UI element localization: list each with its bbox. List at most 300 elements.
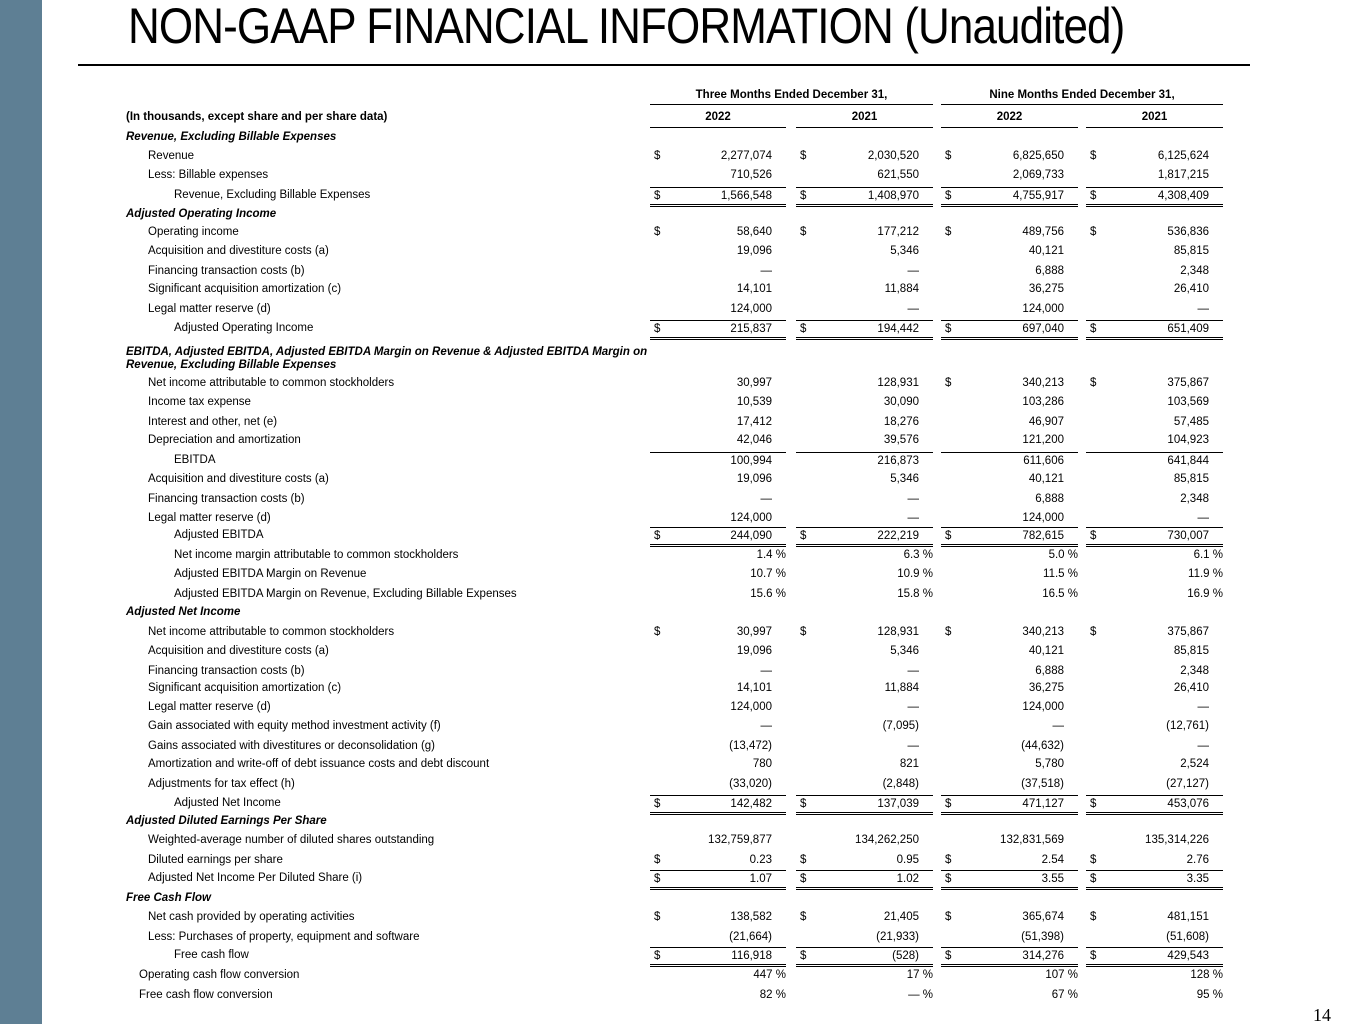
table-row <box>0 243 1365 259</box>
table-cell <box>796 394 933 410</box>
table-cell <box>796 947 933 967</box>
cell-value: — <box>907 701 919 713</box>
cell-value: 6,125,624 <box>1157 150 1209 162</box>
table-cell <box>650 452 786 469</box>
table-cell <box>941 718 1078 734</box>
row-label: Net income attributable to common stockholders <box>148 626 395 638</box>
cell-value: (51,398) <box>1021 931 1064 943</box>
cell-value: 215,837 <box>730 323 772 335</box>
cell-value: 780 <box>752 758 772 770</box>
currency-symbol: $ <box>945 323 952 335</box>
row-label: Significant acquisition amortization (c) <box>148 283 342 295</box>
cell-value: 429,543 <box>1167 950 1209 962</box>
column-header-2022-q-rule <box>650 127 786 128</box>
currency-symbol: $ <box>945 798 952 810</box>
table-cell <box>941 947 1078 967</box>
table-cell <box>796 967 933 983</box>
table-cell <box>1086 414 1223 430</box>
cell-value: 6.3 % <box>903 549 933 561</box>
row-label: Income tax expense <box>148 396 251 408</box>
cell-value: 453,076 <box>1167 798 1209 810</box>
cell-value: — <box>1197 740 1209 752</box>
currency-symbol: $ <box>654 323 661 335</box>
table-cell <box>941 663 1078 679</box>
table-row <box>0 281 1365 297</box>
cell-value: 5.0 % <box>1048 549 1078 561</box>
cell-value: 142,482 <box>730 798 772 810</box>
table-cell <box>941 776 1078 792</box>
table-cell <box>1086 471 1223 487</box>
cell-value: 116,918 <box>731 950 772 962</box>
cell-value: 100,994 <box>730 455 772 467</box>
cell-value: 103,569 <box>1167 396 1209 408</box>
cell-value: 11,884 <box>884 283 919 295</box>
table-cell <box>650 929 786 945</box>
row-label: Significant acquisition amortization (c) <box>148 682 342 694</box>
cell-value: (37,518) <box>1021 778 1064 790</box>
table-cell <box>796 224 933 240</box>
table-cell <box>796 776 933 792</box>
table-cell <box>796 795 933 815</box>
table-cell <box>796 909 933 925</box>
cell-value: 40,121 <box>1028 245 1064 257</box>
cell-value: 103,286 <box>1022 396 1064 408</box>
table-cell <box>1086 987 1223 1003</box>
cell-value: 340,213 <box>1022 377 1064 389</box>
cell-value: 375,867 <box>1167 626 1209 638</box>
row-label: Adjustments for tax effect (h) <box>148 778 295 790</box>
table-cell <box>941 624 1078 640</box>
row-label: Adjusted Net Income Per Diluted Share (i) <box>148 872 363 884</box>
currency-symbol: $ <box>800 530 807 542</box>
cell-value: (27,127) <box>1166 778 1209 790</box>
table-row <box>0 718 1365 734</box>
cell-value: 36,275 <box>1028 283 1064 295</box>
table-cell <box>1086 756 1223 772</box>
table-cell <box>650 527 786 547</box>
page-title: NON-GAAP FINANCIAL INFORMATION (Unaudited) <box>128 0 1125 54</box>
currency-symbol: $ <box>1090 950 1097 962</box>
table-cell <box>650 263 786 279</box>
cell-value: 2,348 <box>1180 665 1209 677</box>
table-row <box>0 909 1365 925</box>
table-cell <box>941 375 1078 391</box>
table-cell <box>941 187 1078 207</box>
currency-symbol: $ <box>1090 226 1097 238</box>
table-row <box>0 680 1365 696</box>
table-cell <box>1086 663 1223 679</box>
table-cell <box>941 471 1078 487</box>
table-cell <box>796 510 933 526</box>
cell-value: 641,844 <box>1167 455 1209 467</box>
row-label: Gain associated with equity method investment activity (f) <box>148 720 441 732</box>
currency-symbol: $ <box>1090 626 1097 638</box>
cell-value: 0.23 <box>749 854 772 866</box>
cell-value: 19,096 <box>736 473 772 485</box>
table-cell <box>1086 947 1223 967</box>
cell-value: 11.9 % <box>1188 568 1223 580</box>
table-row <box>0 870 1365 886</box>
table-row <box>0 510 1365 526</box>
page-number: 14 <box>1313 1005 1331 1025</box>
currency-symbol: $ <box>945 911 952 923</box>
table-cell <box>1086 643 1223 659</box>
table-cell <box>796 929 933 945</box>
table-cell <box>650 394 786 410</box>
table-row <box>0 929 1365 945</box>
table-cell <box>941 301 1078 317</box>
cell-value: 30,090 <box>883 396 919 408</box>
table-cell <box>941 680 1078 696</box>
table-cell <box>1086 586 1223 602</box>
cell-value: 536,836 <box>1167 226 1209 238</box>
cell-value: 314,276 <box>1022 950 1064 962</box>
currency-symbol: $ <box>800 323 807 335</box>
table-cell <box>1086 832 1223 848</box>
table-cell <box>1086 909 1223 925</box>
cell-value: 58,640 <box>736 226 772 238</box>
row-label: Less: Purchases of property, equipment and software <box>148 931 420 943</box>
table-cell <box>941 852 1078 868</box>
currency-symbol: $ <box>1090 798 1097 810</box>
table-row <box>0 375 1365 391</box>
table-row <box>0 967 1365 983</box>
currency-symbol: $ <box>945 226 952 238</box>
cell-value: 107 % <box>1045 969 1078 981</box>
row-label: EBITDA <box>174 454 216 466</box>
row-label: Financing transaction costs (b) <box>148 265 305 277</box>
table-cell <box>650 148 786 164</box>
column-header-2021-q-rule <box>796 127 933 128</box>
currency-symbol: $ <box>800 226 807 238</box>
cell-value: 697,040 <box>1022 323 1064 335</box>
table-row <box>0 301 1365 317</box>
table-row <box>0 776 1365 792</box>
table-cell <box>796 148 933 164</box>
cell-value: 10.9 % <box>897 568 933 580</box>
table-row <box>0 452 1365 468</box>
table-cell <box>1086 566 1223 582</box>
cell-value: 4,755,917 <box>1012 190 1064 202</box>
cell-value: 0.95 <box>896 854 919 866</box>
table-cell <box>1086 301 1223 317</box>
cell-value: 40,121 <box>1028 645 1064 657</box>
currency-symbol: $ <box>800 150 807 162</box>
table-cell <box>941 320 1078 340</box>
table-cell <box>941 566 1078 582</box>
cell-value: 11,884 <box>884 682 919 694</box>
table-cell <box>650 967 786 983</box>
table-row <box>0 129 1365 145</box>
table-row <box>0 890 1365 906</box>
row-label: EBITDA, Adjusted EBITDA, Adjusted EBITDA Margin on Revenue & Adjusted EBITDA Margin on <box>126 346 648 358</box>
cell-value: 3.35 <box>1186 873 1209 885</box>
cell-value: — <box>1197 303 1209 315</box>
table-cell <box>796 167 933 183</box>
cell-value: 30,997 <box>736 377 772 389</box>
row-label: Legal matter reserve (d) <box>148 303 271 315</box>
cell-value: 375,867 <box>1167 377 1209 389</box>
table-cell <box>1086 320 1223 340</box>
column-header-2022-ytd: 2022 <box>996 111 1023 123</box>
row-label: Free Cash Flow <box>126 892 211 904</box>
row-label: Adjusted Net Income <box>174 797 281 809</box>
table-cell <box>796 375 933 391</box>
row-label: Less: Billable expenses <box>148 169 269 181</box>
table-cell <box>1086 432 1223 448</box>
table-cell <box>796 491 933 507</box>
group-header-three-months: Three Months Ended December 31, <box>695 89 888 101</box>
table-cell <box>796 243 933 259</box>
table-cell <box>941 699 1078 715</box>
table-cell <box>796 756 933 772</box>
row-label: Net cash provided by operating activities <box>148 911 355 923</box>
table-row <box>0 527 1365 543</box>
table-cell <box>941 167 1078 183</box>
table-cell <box>941 414 1078 430</box>
table-cell <box>796 699 933 715</box>
currency-symbol: $ <box>654 798 661 810</box>
currency-symbol: $ <box>1090 377 1097 389</box>
currency-symbol: $ <box>1090 911 1097 923</box>
cell-value: — % <box>908 989 933 1001</box>
cell-value: 1.07 <box>749 873 772 885</box>
cell-value: 216,873 <box>877 455 919 467</box>
units-label: (In thousands, except share and per share data) <box>126 111 388 123</box>
table-cell <box>796 527 933 547</box>
table-cell <box>1086 491 1223 507</box>
table-cell <box>796 471 933 487</box>
cell-value: — <box>1197 701 1209 713</box>
table-cell <box>941 909 1078 925</box>
table-cell <box>1086 870 1223 890</box>
table-row <box>0 604 1365 620</box>
table-cell <box>650 414 786 430</box>
table-cell <box>650 987 786 1003</box>
cell-value: — <box>907 493 919 505</box>
group-header-nine-months-rule <box>941 104 1223 105</box>
cell-value: (51,608) <box>1166 931 1209 943</box>
cell-value: 1.02 <box>896 873 919 885</box>
table-cell <box>1086 929 1223 945</box>
cell-value: 2.76 <box>1186 854 1209 866</box>
table-cell <box>796 586 933 602</box>
table-cell <box>650 471 786 487</box>
table-row <box>0 624 1365 640</box>
table-cell <box>1086 187 1223 207</box>
title-divider <box>78 64 1250 66</box>
currency-symbol: $ <box>945 626 952 638</box>
currency-symbol: $ <box>800 911 807 923</box>
currency-symbol: $ <box>945 950 952 962</box>
cell-value: 26,410 <box>1173 283 1209 295</box>
table-cell <box>1086 547 1223 563</box>
cell-value: — <box>907 265 919 277</box>
cell-value: 6,888 <box>1035 665 1064 677</box>
currency-symbol: $ <box>1090 854 1097 866</box>
table-cell <box>650 852 786 868</box>
table-cell <box>796 566 933 582</box>
currency-symbol: $ <box>1090 323 1097 335</box>
currency-symbol: $ <box>800 190 807 202</box>
cell-value: 18,276 <box>883 416 919 428</box>
cell-value: 14,101 <box>736 682 772 694</box>
table-cell <box>1086 776 1223 792</box>
table-row <box>0 987 1365 1003</box>
table-cell <box>941 929 1078 945</box>
cell-value: 40,121 <box>1028 473 1064 485</box>
table-cell <box>941 738 1078 754</box>
row-label: Adjusted EBITDA Margin on Revenue <box>174 568 367 580</box>
cell-value: — <box>760 720 772 732</box>
table-cell <box>650 510 786 526</box>
cell-value: 730,007 <box>1167 530 1209 542</box>
cell-value: — <box>907 303 919 315</box>
table-cell <box>650 699 786 715</box>
cell-value: 2,524 <box>1180 758 1209 770</box>
table-cell <box>796 832 933 848</box>
cell-value: 244,090 <box>730 530 772 542</box>
table-row <box>0 813 1365 829</box>
group-header-nine-months: Nine Months Ended December 31, <box>989 89 1175 101</box>
cell-value: — <box>907 740 919 752</box>
table-cell <box>941 432 1078 448</box>
currency-symbol: $ <box>945 854 952 866</box>
cell-value: — <box>760 265 772 277</box>
table-cell <box>796 870 933 890</box>
cell-value: 57,485 <box>1173 416 1209 428</box>
cell-value: 222,219 <box>877 530 919 542</box>
table-cell <box>1086 680 1223 696</box>
table-cell <box>796 414 933 430</box>
row-label: Adjusted Operating Income <box>174 322 314 334</box>
table-cell <box>1086 510 1223 526</box>
cell-value: — <box>760 493 772 505</box>
table-cell <box>796 987 933 1003</box>
cell-value: 36,275 <box>1028 682 1064 694</box>
row-label: Gains associated with divestitures or deconsolidation (g) <box>148 740 436 752</box>
table-cell <box>941 967 1078 983</box>
cell-value: 6,888 <box>1035 493 1064 505</box>
cell-value: (7,095) <box>882 720 919 732</box>
table-cell <box>796 852 933 868</box>
column-header-2021-ytd-rule <box>1086 127 1223 128</box>
table-cell <box>1086 167 1223 183</box>
table-cell <box>1086 394 1223 410</box>
cell-value: 42,046 <box>736 434 772 446</box>
table-row <box>0 795 1365 811</box>
cell-value: 134,262,250 <box>855 834 919 846</box>
table-row <box>0 224 1365 240</box>
cell-value: 1,817,215 <box>1157 169 1209 181</box>
row-label: Net income margin attributable to common stockholders <box>174 549 459 561</box>
cell-value: 481,151 <box>1167 911 1209 923</box>
table-cell <box>941 586 1078 602</box>
row-label: Acquisition and divestiture costs (a) <box>148 245 329 257</box>
table-cell <box>650 643 786 659</box>
table-cell <box>796 680 933 696</box>
cell-value: — <box>1197 512 1209 524</box>
cell-value: 2,069,733 <box>1012 169 1064 181</box>
cell-value: 15.8 % <box>897 588 933 600</box>
row-label: Net income attributable to common stockholders <box>148 377 395 389</box>
table-cell <box>796 281 933 297</box>
cell-value: 2,030,520 <box>867 150 919 162</box>
cell-value: — <box>760 665 772 677</box>
cell-value: 365,674 <box>1022 911 1064 923</box>
cell-value: 17 % <box>906 969 933 981</box>
table-cell <box>650 832 786 848</box>
row-label: Adjusted Net Income <box>126 606 241 618</box>
cell-value: 124,000 <box>1022 701 1064 713</box>
table-cell <box>1086 263 1223 279</box>
table-row <box>0 586 1365 602</box>
table-cell <box>650 624 786 640</box>
cell-value: 710,526 <box>730 169 772 181</box>
table-row <box>0 699 1365 715</box>
cell-value: 124,000 <box>1022 512 1064 524</box>
currency-symbol: $ <box>654 190 661 202</box>
cell-value: (528) <box>892 950 919 962</box>
cell-value: 46,907 <box>1028 416 1064 428</box>
cell-value: 19,096 <box>736 245 772 257</box>
cell-value: 489,756 <box>1022 226 1064 238</box>
currency-symbol: $ <box>945 150 952 162</box>
currency-symbol: $ <box>1090 873 1097 885</box>
row-label: Interest and other, net (e) <box>148 416 278 428</box>
table-row <box>0 357 1365 373</box>
table-cell <box>941 224 1078 240</box>
cell-value: 6,825,650 <box>1012 150 1064 162</box>
cell-value: 5,346 <box>890 245 919 257</box>
table-cell <box>1086 967 1223 983</box>
table-cell <box>796 187 933 207</box>
column-header-2021-ytd: 2021 <box>1141 111 1168 123</box>
currency-symbol: $ <box>800 854 807 866</box>
row-label: Free cash flow <box>174 949 249 961</box>
row-label: Operating cash flow conversion <box>139 969 300 981</box>
cell-value: 121,200 <box>1022 434 1064 446</box>
cell-value: 447 % <box>753 969 786 981</box>
table-cell <box>650 586 786 602</box>
table-cell <box>941 510 1078 526</box>
table-cell <box>650 663 786 679</box>
table-cell <box>1086 375 1223 391</box>
table-cell <box>796 643 933 659</box>
currency-symbol: $ <box>800 873 807 885</box>
cell-value: 6.1 % <box>1193 549 1223 561</box>
cell-value: 15.6 % <box>750 588 786 600</box>
table-cell <box>1086 738 1223 754</box>
cell-value: 2,348 <box>1180 265 1209 277</box>
table-row <box>0 414 1365 430</box>
cell-value: (21,664) <box>729 931 772 943</box>
table-row <box>0 832 1365 848</box>
table-cell <box>941 756 1078 772</box>
table-cell <box>650 187 786 207</box>
table-cell <box>1086 795 1223 815</box>
currency-symbol: $ <box>654 150 661 162</box>
table-cell <box>941 148 1078 164</box>
table-row <box>0 167 1365 183</box>
table-cell <box>941 870 1078 890</box>
table-cell <box>1086 452 1223 469</box>
cell-value: 782,615 <box>1022 530 1064 542</box>
cell-value: 39,576 <box>883 434 919 446</box>
table-row <box>0 187 1365 203</box>
table-cell <box>796 738 933 754</box>
cell-value: 19,096 <box>736 645 772 657</box>
